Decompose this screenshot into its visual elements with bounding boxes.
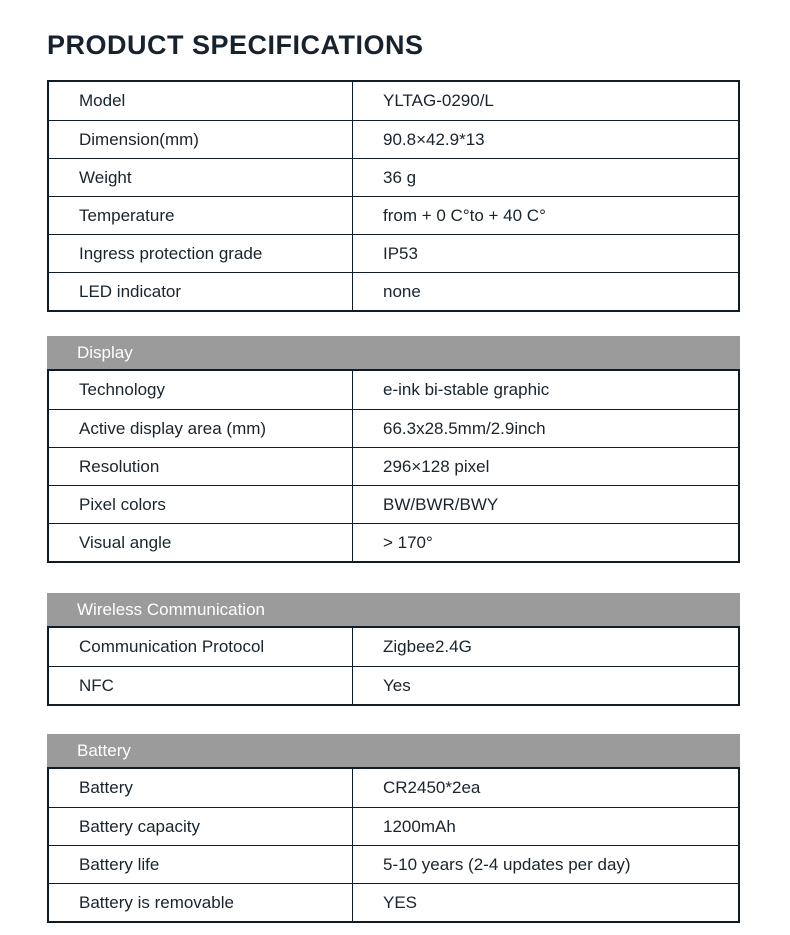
spec-value-cell: 5-10 years (2-4 updates per day): [383, 854, 631, 874]
spec-label-cell: Active display area (mm): [49, 410, 353, 447]
section-header-battery: Battery: [47, 734, 740, 767]
spec-value-cell: IP53: [383, 243, 418, 263]
spec-table-battery: [47, 767, 740, 923]
spec-label-cell: Communication Protocol: [49, 628, 353, 666]
spec-label-cell: Resolution: [49, 448, 353, 485]
spec-label-cell: LED indicator: [49, 273, 353, 310]
spec-value-cell: Zigbee2.4G: [383, 637, 472, 656]
spec-label-cell: Weight: [49, 159, 353, 196]
spec-value-cell: 36 g: [383, 167, 417, 187]
spec-section-display: [47, 336, 740, 563]
table-row: [49, 120, 738, 158]
spec-value-cell: > 170°: [383, 532, 433, 552]
table-row: [49, 371, 738, 409]
spec-table-general: [47, 80, 740, 312]
table-row: [49, 666, 738, 704]
table-row: [49, 409, 738, 447]
table-row: [49, 196, 738, 234]
table-row: [49, 845, 738, 883]
spec-value-cell: YES: [383, 892, 418, 912]
page-title: PRODUCT SPECIFICATIONS: [47, 30, 424, 60]
spec-section-battery: [47, 734, 740, 923]
table-row: [49, 883, 738, 921]
table-row: [49, 769, 738, 807]
spec-value-cell: BW/BWR/BWY: [383, 494, 499, 514]
table-row: [49, 485, 738, 523]
table-row: [49, 447, 738, 485]
spec-value-cell: Yes: [383, 675, 411, 695]
spec-label-cell: Battery is removable: [49, 884, 353, 921]
spec-label-cell: Model: [49, 82, 353, 120]
spec-label-cell: Visual angle: [49, 524, 353, 561]
table-row: [49, 523, 738, 561]
spec-value-cell: 296×128 pixel: [383, 456, 490, 476]
spec-value-cell: none: [383, 281, 421, 301]
spec-label-cell: Ingress protection grade: [49, 235, 353, 272]
spec-table-wireless: [47, 626, 740, 706]
spec-label-cell: Battery life: [49, 846, 353, 883]
spec-table-display: [47, 369, 740, 563]
spec-label-cell: NFC: [49, 667, 353, 704]
table-row: [49, 82, 738, 120]
spec-value-cell: 90.8×42.9*13: [383, 129, 485, 149]
spec-label-cell: Battery: [49, 769, 353, 807]
spec-label-cell: Technology: [49, 371, 353, 409]
table-row: [49, 628, 738, 666]
table-row: [49, 158, 738, 196]
spec-label-cell: Dimension(mm): [49, 121, 353, 158]
spec-value-cell: 1200mAh: [383, 816, 456, 836]
table-row: [49, 272, 738, 310]
spec-section-general: [47, 80, 740, 312]
spec-value-cell: YLTAG-0290/L: [383, 91, 494, 110]
spec-value-cell: e-ink bi-stable graphic: [383, 380, 550, 399]
spec-label-cell: Temperature: [49, 197, 353, 234]
spec-label-cell: Battery capacity: [49, 808, 353, 845]
section-header-display: Display: [47, 336, 740, 369]
table-row: [49, 807, 738, 845]
spec-value-cell: 66.3x28.5mm/2.9inch: [383, 418, 546, 438]
spec-value-cell: CR2450*2ea: [383, 778, 481, 797]
spec-label-cell: Pixel colors: [49, 486, 353, 523]
spec-value-cell: from + 0 C°to + 40 C°: [383, 205, 546, 225]
table-row: [49, 234, 738, 272]
spec-section-wireless: [47, 593, 740, 706]
section-header-wireless-communication: Wireless Communication: [47, 593, 740, 626]
